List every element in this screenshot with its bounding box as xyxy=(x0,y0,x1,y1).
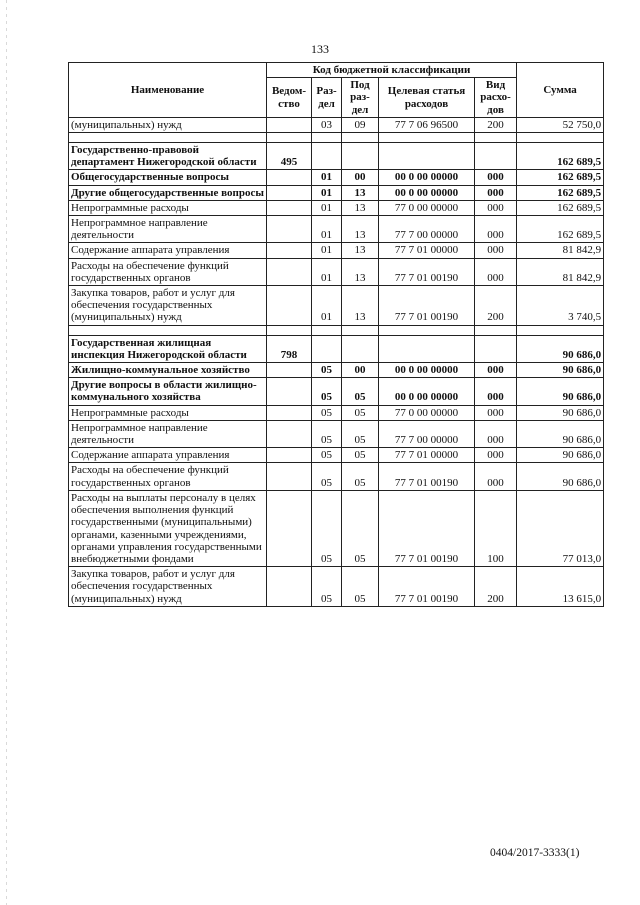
row-summa: 81 842,9 xyxy=(517,243,604,258)
row-vid: 000 xyxy=(475,420,517,447)
row-podrazdel xyxy=(342,335,379,362)
table-body xyxy=(69,117,604,606)
row-podrazdel: 05 xyxy=(342,567,379,607)
row-name: Общегосударственные вопросы xyxy=(69,170,267,185)
row-celevaya xyxy=(379,143,475,170)
table-row xyxy=(69,378,604,405)
row-summa: 162 689,5 xyxy=(517,200,604,215)
row-name: Другие вопросы в области жилищно-коммунального хозяйства xyxy=(69,378,267,405)
spacer-cell xyxy=(475,133,517,143)
spacer-cell xyxy=(517,133,604,143)
row-summa: 3 740,5 xyxy=(517,286,604,326)
row-celevaya: 00 0 00 00000 xyxy=(379,185,475,200)
table-row xyxy=(69,463,604,490)
row-summa: 90 686,0 xyxy=(517,363,604,378)
spacer-cell xyxy=(342,325,379,335)
row-vid: 100 xyxy=(475,490,517,566)
table-row xyxy=(69,335,604,362)
table-row xyxy=(69,286,604,326)
row-summa: 90 686,0 xyxy=(517,420,604,447)
table-row xyxy=(69,143,604,170)
row-celevaya: 00 0 00 00000 xyxy=(379,170,475,185)
row-celevaya: 77 7 01 00000 xyxy=(379,243,475,258)
row-vedomstvo xyxy=(267,170,312,185)
table-row xyxy=(69,117,604,132)
spacer-cell xyxy=(267,133,312,143)
row-name: Непрограммные расходы xyxy=(69,405,267,420)
row-razdel xyxy=(312,143,342,170)
scan-edge-artifact xyxy=(6,0,7,905)
row-podrazdel: 13 xyxy=(342,200,379,215)
table-row xyxy=(69,185,604,200)
table-row xyxy=(69,420,604,447)
row-celevaya: 77 7 00 00000 xyxy=(379,216,475,243)
row-vid: 200 xyxy=(475,286,517,326)
document-code: 0404/2017-3333(1) xyxy=(490,847,580,859)
row-razdel: 05 xyxy=(312,490,342,566)
table-row xyxy=(69,258,604,285)
row-vid: 000 xyxy=(475,170,517,185)
row-vedomstvo xyxy=(267,567,312,607)
row-vedomstvo xyxy=(267,363,312,378)
row-razdel: 05 xyxy=(312,463,342,490)
row-vedomstvo xyxy=(267,200,312,215)
row-vid xyxy=(475,143,517,170)
spacer-cell xyxy=(379,133,475,143)
row-podrazdel: 05 xyxy=(342,448,379,463)
row-name: Содержание аппарата управления xyxy=(69,243,267,258)
row-vid: 000 xyxy=(475,258,517,285)
row-razdel: 05 xyxy=(312,405,342,420)
row-name: Расходы на обеспечение функций государственных органов xyxy=(69,463,267,490)
row-summa: 162 689,5 xyxy=(517,170,604,185)
row-celevaya xyxy=(379,335,475,362)
spacer-cell xyxy=(475,325,517,335)
row-name: Жилищно-коммунальное хозяйство xyxy=(69,363,267,378)
header-code-group: Код бюджетной классификации xyxy=(267,63,517,78)
spacer-cell xyxy=(69,133,267,143)
table-row xyxy=(69,170,604,185)
table-row xyxy=(69,363,604,378)
header-vid: Вид расхо-дов xyxy=(475,78,517,118)
budget-table xyxy=(68,62,604,607)
row-vedomstvo xyxy=(267,448,312,463)
table-row xyxy=(69,243,604,258)
row-podrazdel: 05 xyxy=(342,463,379,490)
table-row xyxy=(69,567,604,607)
row-summa: 162 689,5 xyxy=(517,216,604,243)
row-podrazdel: 05 xyxy=(342,420,379,447)
spacer-cell xyxy=(342,133,379,143)
spacer-cell xyxy=(312,133,342,143)
row-summa: 162 689,5 xyxy=(517,143,604,170)
row-name: Государственно-правовой департамент Нижегородской области xyxy=(69,143,267,170)
row-celevaya: 77 7 01 00190 xyxy=(379,567,475,607)
row-name: Расходы на выплаты персоналу в целях обеспечения выполнения функций государственными (муниципальными) органами, казенными учреждениями, органами управления государственными внебюджетными фондами xyxy=(69,490,267,566)
header-vedomstvo: Ведом-ство xyxy=(267,78,312,118)
row-podrazdel: 00 xyxy=(342,170,379,185)
row-podrazdel: 13 xyxy=(342,258,379,285)
row-razdel xyxy=(312,335,342,362)
row-name: Расходы на обеспечение функций государственных органов xyxy=(69,258,267,285)
row-razdel: 01 xyxy=(312,170,342,185)
row-celevaya: 00 0 00 00000 xyxy=(379,363,475,378)
header-summa: Сумма xyxy=(517,63,604,118)
header-razdel: Раз-дел xyxy=(312,78,342,118)
row-vid: 000 xyxy=(475,216,517,243)
row-vid: 000 xyxy=(475,200,517,215)
row-podrazdel: 05 xyxy=(342,378,379,405)
row-celevaya: 77 7 00 00000 xyxy=(379,420,475,447)
row-razdel: 01 xyxy=(312,216,342,243)
row-razdel: 05 xyxy=(312,378,342,405)
row-name: Непрограммное направление деятельности xyxy=(69,420,267,447)
row-summa: 81 842,9 xyxy=(517,258,604,285)
row-razdel: 01 xyxy=(312,185,342,200)
table-spacer-row xyxy=(69,133,604,143)
row-summa: 90 686,0 xyxy=(517,405,604,420)
row-vid: 000 xyxy=(475,463,517,490)
page-number: 133 xyxy=(311,42,329,56)
table-row xyxy=(69,200,604,215)
row-summa: 77 013,0 xyxy=(517,490,604,566)
spacer-cell xyxy=(267,325,312,335)
row-podrazdel: 05 xyxy=(342,405,379,420)
row-vid: 000 xyxy=(475,448,517,463)
row-vid: 000 xyxy=(475,243,517,258)
table-row xyxy=(69,490,604,566)
row-vedomstvo: 798 xyxy=(267,335,312,362)
row-celevaya: 77 7 01 00190 xyxy=(379,463,475,490)
row-razdel: 03 xyxy=(312,117,342,132)
row-name: Содержание аппарата управления xyxy=(69,448,267,463)
row-vid: 000 xyxy=(475,405,517,420)
row-vedomstvo xyxy=(267,243,312,258)
row-name: Другие общегосударственные вопросы xyxy=(69,185,267,200)
row-summa: 162 689,5 xyxy=(517,185,604,200)
row-summa: 52 750,0 xyxy=(517,117,604,132)
row-vedomstvo xyxy=(267,216,312,243)
row-podrazdel: 00 xyxy=(342,363,379,378)
row-vid: 200 xyxy=(475,117,517,132)
row-vedomstvo xyxy=(267,420,312,447)
row-vedomstvo xyxy=(267,463,312,490)
row-podrazdel: 05 xyxy=(342,490,379,566)
row-podrazdel: 13 xyxy=(342,185,379,200)
row-celevaya: 00 0 00 00000 xyxy=(379,378,475,405)
spacer-cell xyxy=(312,325,342,335)
row-vid xyxy=(475,335,517,362)
row-vedomstvo xyxy=(267,286,312,326)
row-razdel: 05 xyxy=(312,567,342,607)
row-vedomstvo xyxy=(267,490,312,566)
row-summa: 90 686,0 xyxy=(517,463,604,490)
row-celevaya: 77 7 01 00190 xyxy=(379,490,475,566)
row-summa: 90 686,0 xyxy=(517,378,604,405)
row-razdel: 05 xyxy=(312,448,342,463)
row-podrazdel: 13 xyxy=(342,243,379,258)
row-vedomstvo xyxy=(267,258,312,285)
row-celevaya: 77 7 01 00190 xyxy=(379,258,475,285)
table-row xyxy=(69,448,604,463)
row-celevaya: 77 0 00 00000 xyxy=(379,200,475,215)
row-celevaya: 77 7 01 00000 xyxy=(379,448,475,463)
row-celevaya: 77 7 06 96500 xyxy=(379,117,475,132)
header-celevaya: Целевая статья расходов xyxy=(379,78,475,118)
header-name: Наименование xyxy=(69,63,267,118)
row-summa: 90 686,0 xyxy=(517,448,604,463)
table-row xyxy=(69,216,604,243)
row-celevaya: 77 0 00 00000 xyxy=(379,405,475,420)
row-celevaya: 77 7 01 00190 xyxy=(379,286,475,326)
row-razdel: 05 xyxy=(312,363,342,378)
row-razdel: 01 xyxy=(312,258,342,285)
row-razdel: 01 xyxy=(312,286,342,326)
row-vid: 000 xyxy=(475,378,517,405)
row-name: Закупка товаров, работ и услуг для обеспечения государственных (муниципальных) нужд xyxy=(69,286,267,326)
row-name: Непрограммные расходы xyxy=(69,200,267,215)
row-podrazdel xyxy=(342,143,379,170)
row-name: Закупка товаров, работ и услуг для обеспечения государственных (муниципальных) нужд xyxy=(69,567,267,607)
spacer-cell xyxy=(517,325,604,335)
row-vedomstvo: 495 xyxy=(267,143,312,170)
row-name: Непрограммное направление деятельности xyxy=(69,216,267,243)
row-name: (муниципальных) нужд xyxy=(69,117,267,132)
row-podrazdel: 09 xyxy=(342,117,379,132)
table-spacer-row xyxy=(69,325,604,335)
row-razdel: 01 xyxy=(312,243,342,258)
row-vid: 000 xyxy=(475,363,517,378)
row-vid: 000 xyxy=(475,185,517,200)
row-razdel: 01 xyxy=(312,200,342,215)
row-summa: 13 615,0 xyxy=(517,567,604,607)
row-name: Государственная жилищная инспекция Нижегородской области xyxy=(69,335,267,362)
row-vedomstvo xyxy=(267,405,312,420)
row-podrazdel: 13 xyxy=(342,286,379,326)
row-vedomstvo xyxy=(267,378,312,405)
spacer-cell xyxy=(69,325,267,335)
table-row xyxy=(69,405,604,420)
row-razdel: 05 xyxy=(312,420,342,447)
row-summa: 90 686,0 xyxy=(517,335,604,362)
row-vedomstvo xyxy=(267,117,312,132)
spacer-cell xyxy=(379,325,475,335)
row-podrazdel: 13 xyxy=(342,216,379,243)
row-vid: 200 xyxy=(475,567,517,607)
header-podrazdel: Под раз-дел xyxy=(342,78,379,118)
row-vedomstvo xyxy=(267,185,312,200)
